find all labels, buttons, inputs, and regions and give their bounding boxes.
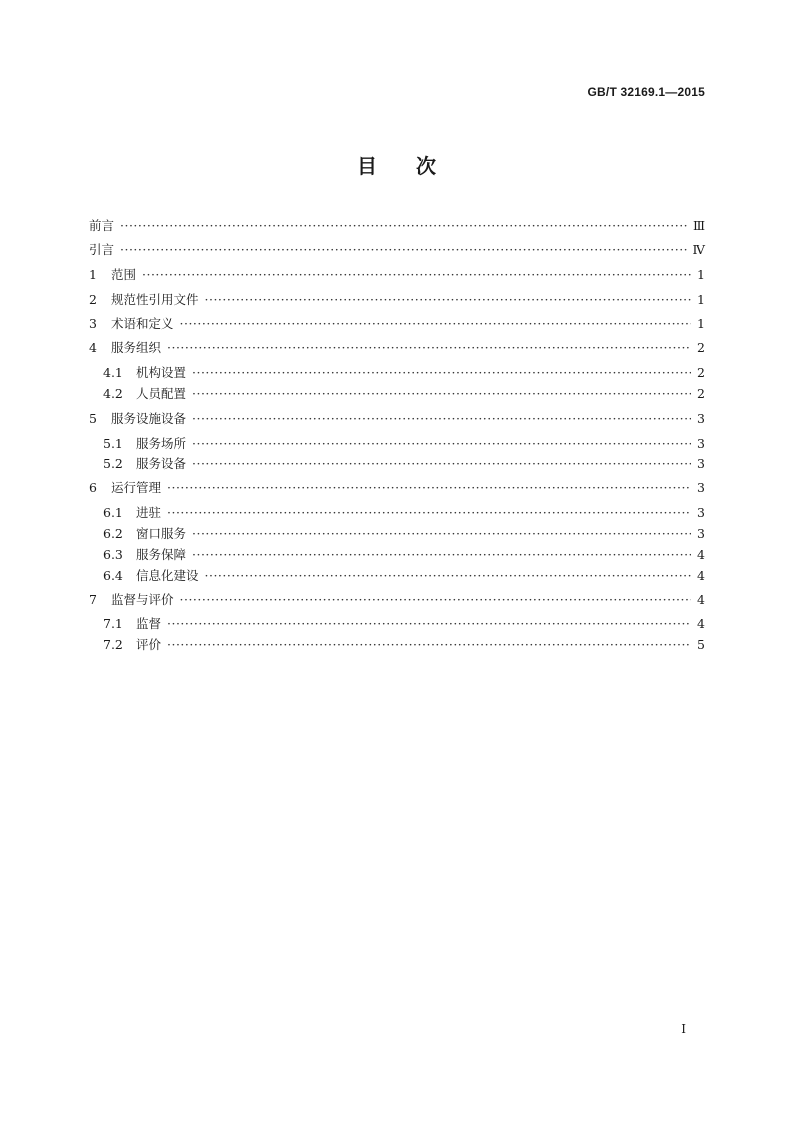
toc-leader-dots (192, 456, 691, 471)
toc-entry[interactable] (89, 363, 705, 381)
toc-entry-number: 6.3 (103, 547, 123, 562)
toc-entry-page: 4 (697, 568, 705, 583)
toc-entry-number: 5.1 (103, 436, 123, 451)
toc-leader-dots (180, 592, 691, 607)
toc-entry-page: 4 (697, 592, 705, 607)
toc-entry[interactable] (89, 635, 705, 653)
toc-entry-number: 4.2 (103, 386, 123, 401)
toc-entry-page: 4 (697, 616, 705, 631)
toc-entry[interactable] (89, 314, 705, 332)
toc-entry-number: 5 (89, 411, 97, 426)
toc-entry-label: 范围 (111, 267, 137, 282)
toc-entry-page: Ⅲ (692, 218, 705, 233)
toc-entry-label: 信息化建设 (136, 568, 199, 583)
toc-entry-page: 3 (697, 436, 705, 451)
toc-leader-dots (167, 637, 691, 652)
toc-leader-dots (180, 316, 691, 331)
toc-entry-label: 术语和定义 (111, 316, 174, 331)
toc-entry-page: 1 (697, 292, 705, 307)
toc-entry-label: 服务保障 (136, 547, 187, 562)
toc-entry-number: 6 (89, 480, 97, 495)
toc-entry[interactable] (89, 240, 705, 258)
toc-entry-page: 2 (697, 340, 705, 355)
toc-entry-label: 监督与评价 (111, 592, 174, 607)
toc-leader-dots (192, 436, 691, 451)
toc-entry[interactable] (89, 216, 705, 234)
toc-entry[interactable] (89, 566, 705, 584)
toc-leader-dots (192, 526, 691, 541)
toc-entry-number: 1 (89, 267, 97, 282)
toc-entry-number: 7 (89, 592, 97, 607)
toc-leader-dots (167, 505, 691, 520)
toc-entry-label: 引言 (89, 242, 115, 257)
toc-entry-label: 服务设备 (136, 456, 187, 471)
toc-leader-dots (167, 616, 691, 631)
toc-entry[interactable] (89, 409, 705, 427)
toc-entry[interactable] (89, 503, 705, 521)
toc-entry-number: 4 (89, 340, 97, 355)
toc-leader-dots (120, 242, 686, 257)
toc-entry-page: 1 (697, 316, 705, 331)
toc-entry[interactable] (89, 434, 705, 452)
toc-entry[interactable] (89, 590, 705, 608)
toc-entry-label: 窗口服务 (136, 526, 187, 541)
toc-entry-page: 4 (697, 547, 705, 562)
toc-entry-page: 1 (697, 267, 705, 282)
toc-leader-dots (142, 267, 691, 282)
toc-leader-dots (192, 411, 691, 426)
toc-entry-number: 6.1 (103, 505, 123, 520)
toc-title-char-2: 次 (416, 154, 437, 178)
toc-entry-label: 人员配置 (136, 386, 187, 401)
page-folio: I (681, 1022, 686, 1036)
toc-entry-label: 机构设置 (136, 365, 187, 380)
toc-entry[interactable] (89, 454, 705, 472)
toc-entry[interactable] (89, 265, 705, 283)
toc-leader-dots (192, 547, 691, 562)
toc-entry-label: 服务场所 (136, 436, 187, 451)
toc-leader-dots (205, 568, 691, 583)
toc-leader-dots (167, 480, 691, 495)
toc-title-char-1: 目 (357, 154, 378, 178)
toc-entry[interactable] (89, 524, 705, 542)
toc-entry[interactable] (89, 290, 705, 308)
toc-entry-label: 规范性引用文件 (111, 292, 199, 307)
toc-entry-page: 3 (697, 411, 705, 426)
toc-entry-page: 3 (697, 526, 705, 541)
toc-entry-number: 6.2 (103, 526, 123, 541)
toc-entry-number: 6.4 (103, 568, 123, 583)
toc-entry[interactable] (89, 384, 705, 402)
toc-entry-page: 2 (697, 365, 705, 380)
toc-entry[interactable] (89, 614, 705, 632)
toc-entry-number: 7.1 (103, 616, 123, 631)
toc-entry-number: 7.2 (103, 637, 123, 652)
toc-entry-page: 5 (697, 637, 705, 652)
toc-entry-number: 5.2 (103, 456, 123, 471)
toc-entry-number: 4.1 (103, 365, 123, 380)
toc-entry[interactable] (89, 338, 705, 356)
toc-leader-dots (192, 365, 691, 380)
toc-entry[interactable] (89, 545, 705, 563)
toc-entry-label: 服务设施设备 (111, 411, 187, 426)
toc-entry-label: 运行管理 (111, 480, 162, 495)
standard-code: GB/T 32169.1—2015 (587, 85, 705, 99)
toc-entry-number: 2 (89, 292, 97, 307)
toc-entry-number: 3 (89, 316, 97, 331)
toc-entry-page: 3 (697, 480, 705, 495)
toc-entry-label: 进驻 (136, 505, 162, 520)
toc-leader-dots (167, 340, 691, 355)
toc-entry-label: 前言 (89, 218, 115, 233)
toc-entry-label: 评价 (136, 637, 162, 652)
toc-entry-page: 3 (697, 505, 705, 520)
toc-leader-dots (205, 292, 691, 307)
toc-entry-page: Ⅳ (692, 242, 705, 257)
toc-leader-dots (192, 386, 691, 401)
toc-entry-label: 服务组织 (111, 340, 162, 355)
toc-entry-page: 2 (697, 386, 705, 401)
toc-entry[interactable] (89, 478, 705, 496)
toc-entry-label: 监督 (136, 616, 162, 631)
toc-entry-page: 3 (697, 456, 705, 471)
toc-title (0, 150, 794, 179)
toc-leader-dots (120, 218, 687, 233)
